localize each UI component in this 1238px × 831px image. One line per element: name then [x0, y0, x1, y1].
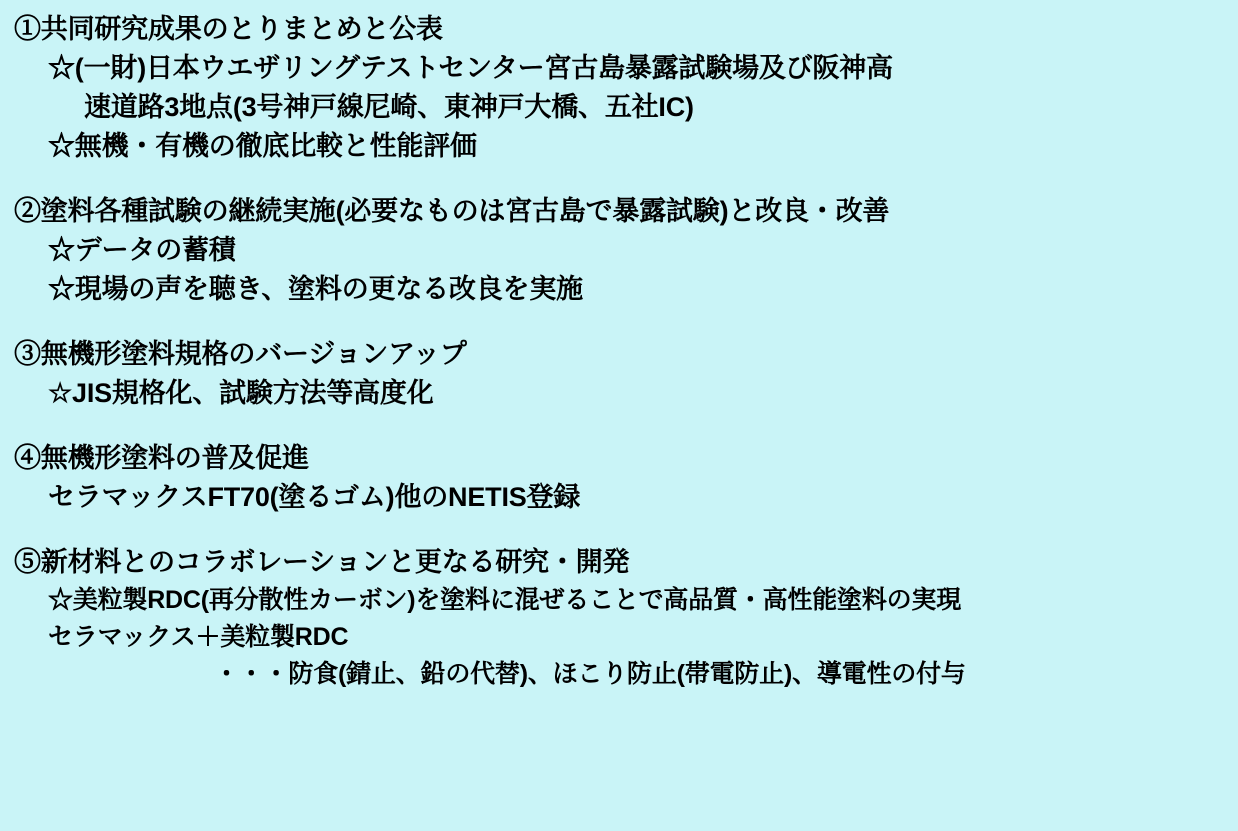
- text-line: ☆美粒製RDC(再分散性カーボン)を塗料に混ぜることで高品質・高性能塗料の実現: [48, 586, 962, 614]
- text-line: ☆無機・有機の徹底比較と性能評価: [48, 131, 477, 161]
- text-line: ☆データの蓄積: [48, 235, 236, 265]
- text-line: ⑤新材料とのコラボレーションと更なる研究・開発: [14, 547, 630, 577]
- block-spacer: [14, 309, 1224, 335]
- text-line: ・・・防食(錆止、鉛の代替)、ほこり防止(帯電防止)、導電性の付与: [214, 660, 966, 688]
- text-line: ☆JIS規格化、試験方法等高度化: [48, 378, 434, 408]
- text-line: 速道路3地点(3号神戸線尼崎、東神戸大橋、五社IC): [84, 92, 694, 122]
- block-spacer: [14, 517, 1224, 543]
- content-block-3: [14, 335, 1224, 413]
- text-line: ☆現場の声を聴き、塗料の更なる改良を実施: [48, 274, 583, 304]
- content-block-4: [14, 439, 1224, 517]
- text-line: ④無機形塗料の普及促進: [14, 443, 309, 473]
- content-block-2: [14, 192, 1224, 309]
- block-spacer: [14, 413, 1224, 439]
- text-line: セラマックスFT70(塗るゴム)他のNETIS登録: [48, 482, 581, 512]
- text-line: ③無機形塗料規格のバージョンアップ: [14, 339, 467, 369]
- text-line: セラマックス＋美粒製RDC: [48, 623, 349, 651]
- text-line: ☆(一財)日本ウエザリングテストセンター宮古島暴露試験場及び阪神高: [48, 53, 893, 83]
- text-line: ①共同研究成果のとりまとめと公表: [14, 14, 443, 44]
- block-spacer: [14, 166, 1224, 192]
- content-block-1: [14, 10, 1224, 166]
- text-line: ②塗料各種試験の継続実施(必要なものは宮古島で暴露試験)と改良・改善: [14, 196, 890, 226]
- content-block-5: [14, 543, 1224, 693]
